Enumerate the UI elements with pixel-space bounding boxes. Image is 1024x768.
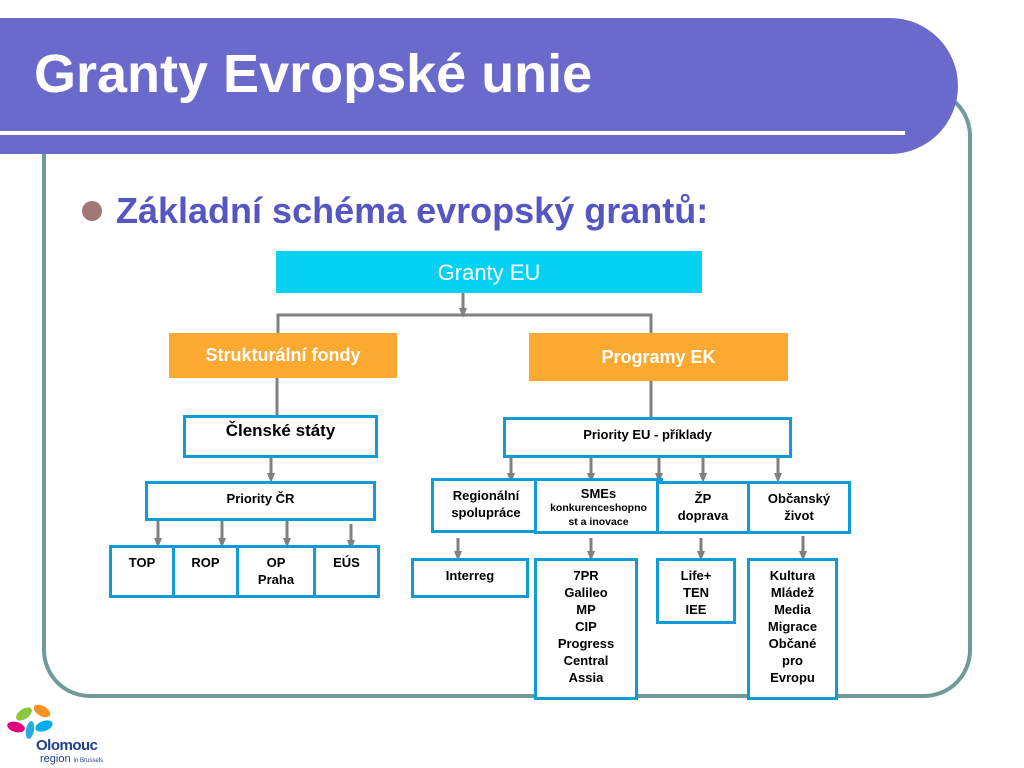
box-priority-eu: Priority EU - příklady [503, 417, 792, 458]
logo-region-text: region [40, 753, 71, 765]
logo-region [40, 753, 103, 765]
slide-subtitle: Základní schéma evropský grantů: [116, 190, 709, 231]
box-7pr-programs: 7PR Galileo MP CIP Progress Central Assia [534, 558, 638, 700]
smes-subtitle: konkurenceshopno st a inovace [550, 501, 647, 528]
box-interreg: Interreg [411, 558, 529, 598]
box-op-praha: OP Praha [236, 545, 316, 598]
box-op-rop: ROP [172, 545, 239, 598]
logo-tagline: in Brussels [73, 758, 103, 764]
box-life-ten-iee: Life+ TEN IEE [656, 558, 736, 624]
box-programy-ek: Programy EK [529, 333, 788, 381]
box-op-eus: EÚS [313, 545, 380, 598]
box-kultura-programs: Kultura Mládež Media Migrace Občané pro Evropu [747, 558, 838, 700]
box-regionalni-spoluprace: Regionální spolupráce [431, 478, 541, 533]
box-priority-cr: Priority ČR [145, 481, 376, 521]
box-obcansky-zivot: Občanský život [747, 481, 851, 534]
box-granty-eu: Granty EU [276, 251, 702, 293]
logo-name: Olomouc [36, 737, 98, 754]
slide-title: Granty Evropské unie [34, 44, 593, 104]
box-clenske-staty: Členské státy [183, 415, 378, 458]
box-strukturalni-fondy: Strukturální fondy [169, 333, 397, 378]
smes-title: SMEs [580, 485, 617, 501]
box-zp-doprava: ŽP doprava [656, 481, 750, 534]
connector-split [278, 315, 651, 333]
box-op-top: TOP [109, 545, 175, 598]
box-smes [534, 478, 663, 534]
